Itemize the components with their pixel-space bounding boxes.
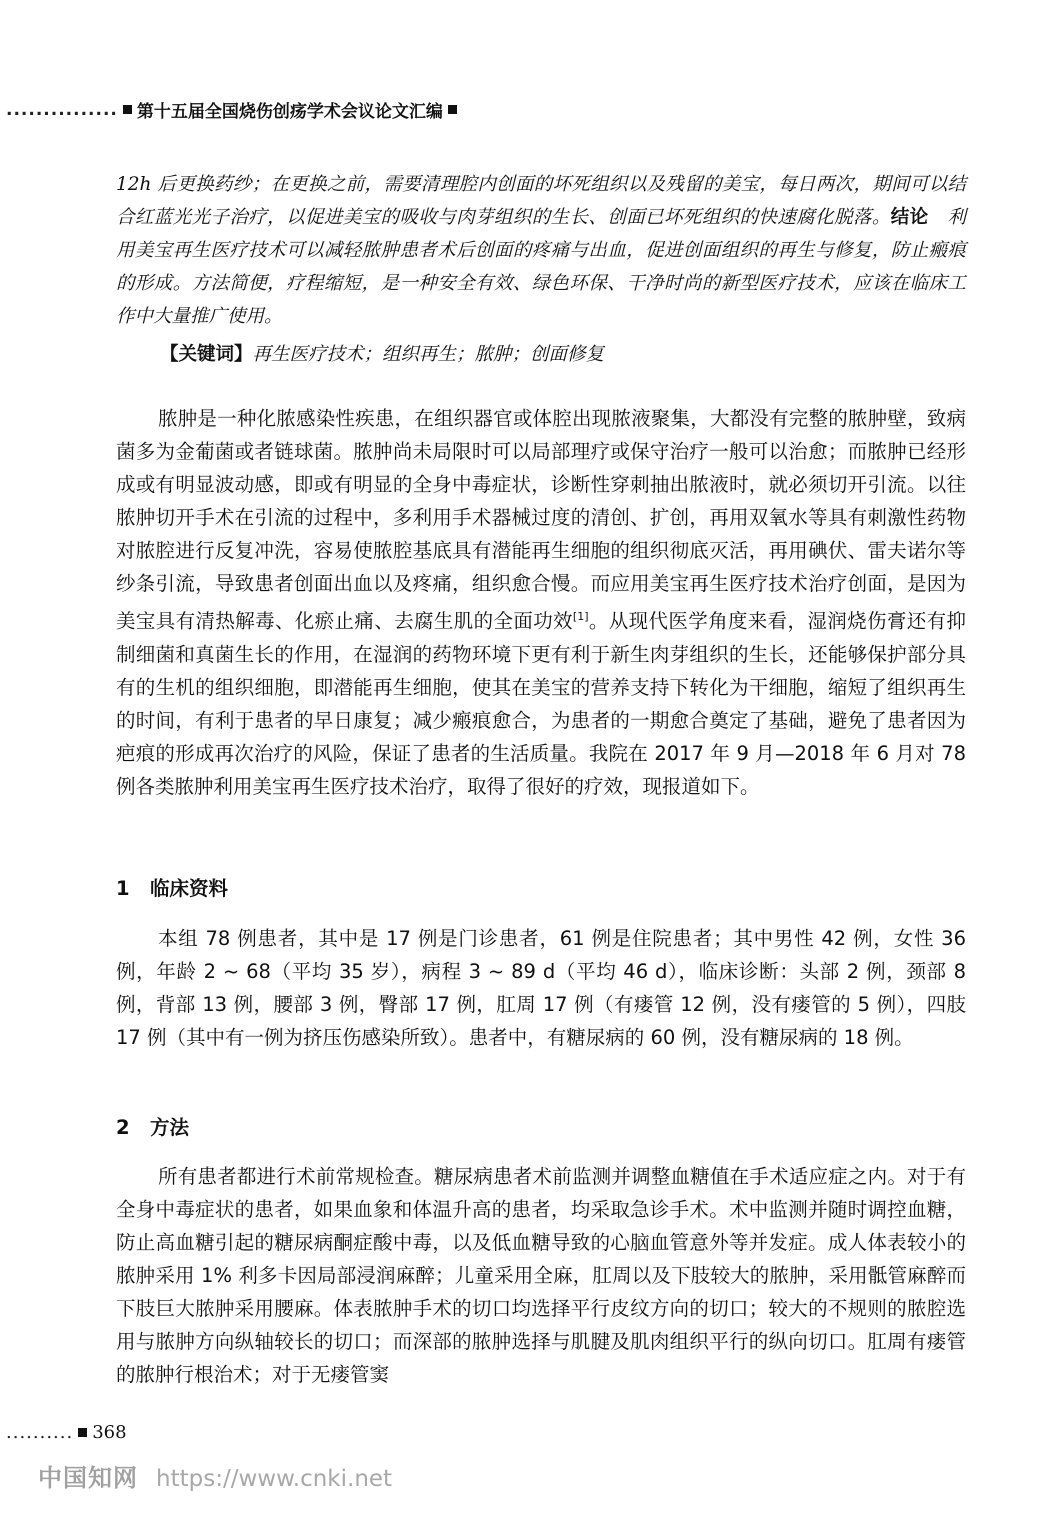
section-2-heading — [116, 1112, 189, 1140]
page-number: 368 — [92, 1422, 127, 1443]
abstract-continuation — [116, 168, 966, 333]
intro-text-a: 脓肿是一种化脓感染性疾患，在组织器官或体腔出现脓液聚集，大都没有完整的脓肿壁，致病菌多为金葡菌或者链球菌。脓肿尚未局限时可以局部理疗或保守治疗一般可以治愈；而脓肿已经形成或有明显波动感，即或有明显的全身中毒症状，诊断性穿刺抽出脓液时，就必须切开引流。以往脓肿切开手术在引流的过程中，多利用手术器械过度的清创、扩创，再用双氧水等具有刺激性药物对脓腔进行反复冲洗，容易使脓腔基底具有潜能再生细胞的组织彻底灭活，再用碘伏、雷夫诺尔等纱条引流，导致患者创面出血以及疼痛，组织愈合慢。而应用美宝再生医疗技术治疗创面，是因为美宝具有清热解毒、化瘀止痛、去腐生肌的全面功效 — [116, 407, 966, 633]
citation-ref: [1] — [572, 610, 589, 623]
cnki-watermark — [38, 1458, 392, 1493]
abstract-text-part2: 利用美宝再生医疗技术可以减轻脓肿患者术后创面的疼痛与出血，促进创面组织的再生与修复，防止瘢痕的形成。方法简便，疗程缩短，是一种安全有效、绿色环保、干净时尚的新型医疗技术，应该在临床工作中大量推广使用。 — [116, 207, 966, 327]
header-leader-dots: ............... — [6, 99, 118, 120]
cnki-url: https://www.cnki.net — [156, 1466, 393, 1492]
cnki-logo: 中国知网 — [38, 1464, 138, 1492]
section-1-text: 本组 78 例患者，其中是 17 例是门诊患者，61 例是住院患者；其中男性 42 例，女性 36 例，年龄 2 ~ 68（平均 35 岁），病程 3 ~ 89 d（平均 46 d），临床诊断：头部 2 例，颈部 8 例，背部 13 例，腰部 3 例，臀部 17 例，肛周 17 例（有瘘管 12 例，没有瘘管的 5 例），四肢 17 例（其中有一例为挤压伤感染所致）。患者中，有糖尿病的 60 例，没有糖尿病的 18 例。 — [116, 927, 966, 1049]
header-title: 第十五届全国烧伤创疡学术会议论文汇编 — [136, 102, 443, 122]
square-bullet-icon — [123, 105, 132, 114]
running-header — [6, 97, 566, 122]
section-2-title: 方法 — [150, 1116, 190, 1139]
square-bullet-icon — [448, 105, 457, 114]
section-1-paragraph — [116, 922, 966, 1054]
square-bullet-icon — [78, 1428, 87, 1437]
page-footer — [6, 1422, 127, 1443]
abstract-text-part1: 12h 后更换药纱；在更换之前，需要清理腔内创面的坏死组织以及残留的美宝，每日两次，期间可以结合红蓝光光子治疗，以促进美宝的吸收与肉芽组织的生长、创面已坏死组织的快速腐化脱落。 — [116, 174, 966, 228]
section-1-number: 1 — [116, 877, 130, 900]
section-2-paragraph — [116, 1160, 966, 1391]
section-2-text: 所有患者都进行术前常规检查。糖尿病患者术前监测并调整血糖值在手术适应症之内。对于有全身中毒症状的患者，如果血象和体温升高的患者，均采取急诊手术。术中监测并随时调控血糖，防止高血糖引起的糖尿病酮症酸中毒，以及低血糖导致的心脑血管意外等并发症。成人体表较小的脓肿采用 1% 利多卡因局部浸润麻醉；儿童采用全麻，肛周以及下肢较大的脓肿，采用骶管麻醉而下肢巨大脓肿采用腰麻。体表脓肿手术的切口均选择平行皮纹方向的切口；较大的不规则的脓腔选用与脓肿方向纵轴较长的切口；而深部的脓肿选择与肌腱及肌肉组织平行的纵向切口。肛周有瘘管的脓肿行根治术；对于无瘘管窦 — [116, 1165, 966, 1386]
conclusion-label: 结论 — [890, 207, 929, 228]
footer-leader-dots: .......... — [6, 1422, 74, 1443]
keywords-label: 【关键词】 — [160, 344, 253, 365]
keywords-text: 再生医疗技术；组织再生；脓肿；创面修复 — [252, 344, 605, 365]
section-2-number: 2 — [116, 1116, 130, 1139]
intro-paragraph — [116, 402, 966, 803]
section-1-title: 临床资料 — [150, 877, 229, 900]
keywords — [160, 338, 960, 371]
intro-text-b: 。从现代医学角度来看，湿润烧伤膏还有抑制细菌和真菌生长的作用，在湿润的药物环境下更有利于新生肉芽组织的生长，还能够保护部分具有的生机的组织细胞，即潜能再生细胞，使其在美宝的营养支持下转化为干细胞，缩短了组织再生的时间，有利于患者的早日康复；减少瘢痕愈合，为患者的一期愈合奠定了基础，避免了患者因为疤痕的形成再次治疗的风险，保证了患者的生活质量。我院在 2017 年 9 月—2018 年 6 月对 78 例各类脓肿利用美宝再生医疗技术治疗，取得了很好的疗效，现报道如下。 — [116, 609, 966, 798]
section-1-heading — [116, 873, 228, 901]
